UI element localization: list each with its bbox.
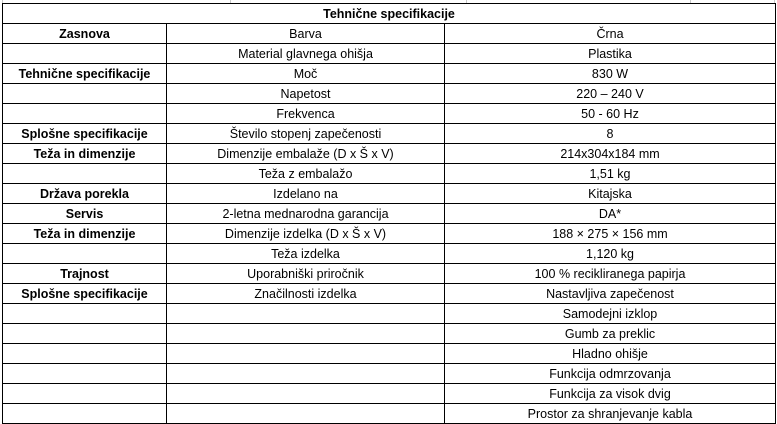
property-cell	[167, 344, 445, 364]
table-row	[3, 204, 776, 224]
table-row	[3, 64, 776, 84]
category-cell	[3, 244, 167, 264]
category-cell: Teža in dimenzije	[3, 224, 167, 244]
value-cell: Gumb za preklic	[445, 324, 776, 344]
value-cell: 188 × 275 × 156 mm	[445, 224, 776, 244]
property-cell	[167, 404, 445, 424]
category-cell: Servis	[3, 204, 167, 224]
value-cell: Prostor za shranjevanje kabla	[445, 404, 776, 424]
value-cell: Nastavljiva zapečenost	[445, 284, 776, 304]
category-cell	[3, 304, 167, 324]
table-row	[3, 184, 776, 204]
value-cell: 830 W	[445, 64, 776, 84]
category-cell: Teža in dimenzije	[3, 144, 167, 164]
category-cell	[3, 44, 167, 64]
table-row	[3, 264, 776, 284]
category-cell	[3, 384, 167, 404]
category-cell	[3, 324, 167, 344]
property-cell: Značilnosti izdelka	[167, 284, 445, 304]
category-cell	[3, 364, 167, 384]
property-cell: Teža izdelka	[167, 244, 445, 264]
table-row	[3, 244, 776, 264]
value-cell: DA*	[445, 204, 776, 224]
table-title: Tehnične specifikacije	[3, 4, 776, 24]
category-cell: Trajnost	[3, 264, 167, 284]
property-cell: Dimenzije embalaže (D x Š x V)	[167, 144, 445, 164]
property-cell	[167, 384, 445, 404]
table-row	[3, 124, 776, 144]
category-cell	[3, 344, 167, 364]
table-row	[3, 364, 776, 384]
property-cell: Dimenzije izdelka (D x Š x V)	[167, 224, 445, 244]
value-cell: Kitajska	[445, 184, 776, 204]
category-cell: Splošne specifikacije	[3, 284, 167, 304]
property-cell: Material glavnega ohišja	[167, 44, 445, 64]
table-row	[3, 144, 776, 164]
property-cell: Napetost	[167, 84, 445, 104]
value-cell: Funkcija odmrzovanja	[445, 364, 776, 384]
property-cell: Barva	[167, 24, 445, 44]
value-cell: 214x304x184 mm	[445, 144, 776, 164]
category-cell	[3, 404, 167, 424]
value-cell: 1,120 kg	[445, 244, 776, 264]
table-row	[3, 304, 776, 324]
property-cell: Teža z embalažo	[167, 164, 445, 184]
property-cell: Moč	[167, 64, 445, 84]
table-row	[3, 44, 776, 64]
value-cell: Hladno ohišje	[445, 344, 776, 364]
value-cell: Črna	[445, 24, 776, 44]
value-cell: Plastika	[445, 44, 776, 64]
property-cell: 2-letna mednarodna garancija	[167, 204, 445, 224]
property-cell	[167, 364, 445, 384]
category-cell	[3, 104, 167, 124]
property-cell	[167, 304, 445, 324]
category-cell: Zasnova	[3, 24, 167, 44]
property-cell	[167, 324, 445, 344]
value-cell: Samodejni izklop	[445, 304, 776, 324]
table-row	[3, 324, 776, 344]
value-cell: Funkcija za visok dvig	[445, 384, 776, 404]
table-row	[3, 164, 776, 184]
category-cell: Tehnične specifikacije	[3, 64, 167, 84]
table-row	[3, 284, 776, 304]
value-cell: 220 – 240 V	[445, 84, 776, 104]
value-cell: 100 % recikliranega papirja	[445, 264, 776, 284]
property-cell: Frekvenca	[167, 104, 445, 124]
property-cell: Uporabniški priročnik	[167, 264, 445, 284]
table-row	[3, 24, 776, 44]
category-cell	[3, 164, 167, 184]
property-cell: Število stopenj zapečenosti	[167, 124, 445, 144]
table-row	[3, 224, 776, 244]
table-row	[3, 384, 776, 404]
category-cell: Splošne specifikacije	[3, 124, 167, 144]
table-body	[3, 24, 776, 424]
table-row	[3, 404, 776, 424]
category-cell: Država porekla	[3, 184, 167, 204]
property-cell: Izdelano na	[167, 184, 445, 204]
table-title-row	[3, 4, 776, 24]
table-row	[3, 344, 776, 364]
value-cell: 50 - 60 Hz	[445, 104, 776, 124]
category-cell	[3, 84, 167, 104]
table-row	[3, 84, 776, 104]
table-row	[3, 104, 776, 124]
value-cell: 1,51 kg	[445, 164, 776, 184]
value-cell: 8	[445, 124, 776, 144]
spec-table	[2, 3, 776, 424]
